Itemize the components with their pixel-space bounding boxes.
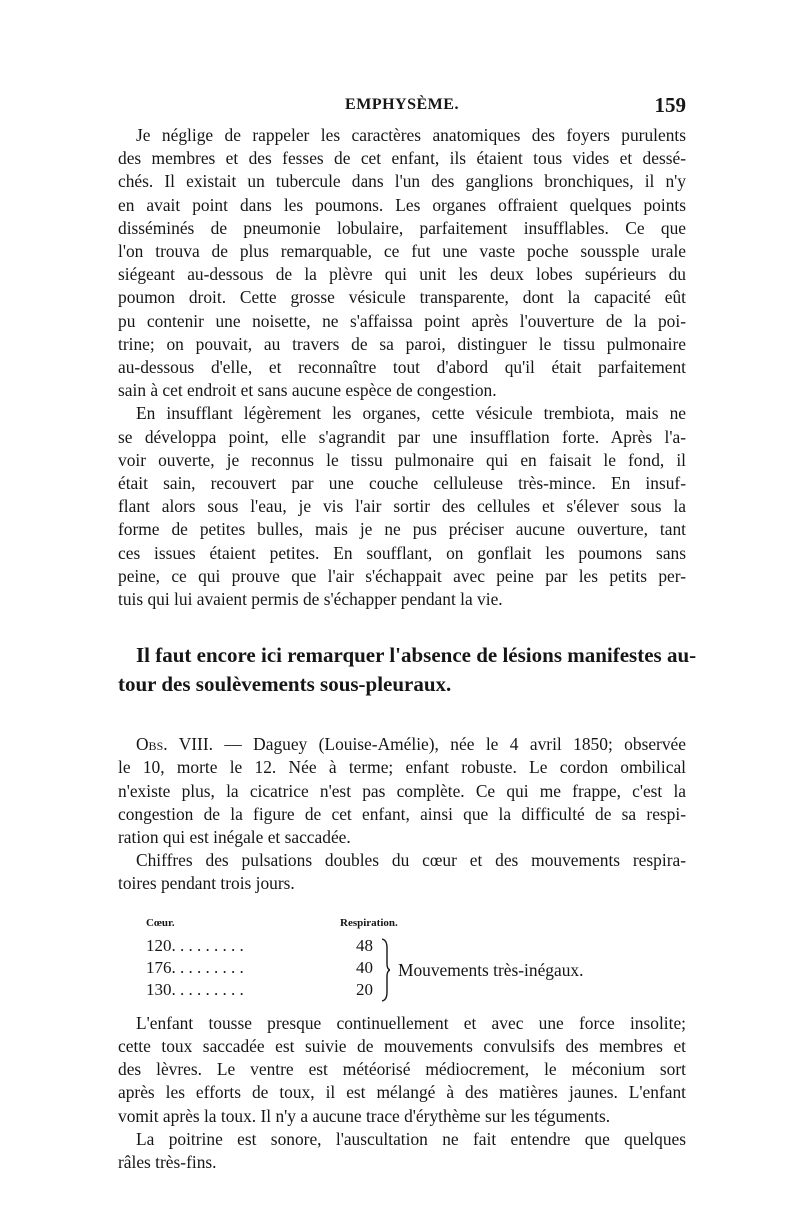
text-line: sain à cet endroit et sans aucune espèce de congestion. [118,380,497,401]
text-line: n'existe plus, la cicatrice n'est pas complète. Ce qui me frappe, c'est la [118,780,686,801]
brace-icon [380,938,390,1002]
heart-value: 120. . . . . . . . . [146,935,244,955]
respiration-value: 48 [356,935,373,955]
text-line: cette toux saccadée est suivie de mouvements convulsifs des membres et [118,1035,686,1056]
text-line: râles très-fins. [118,1151,217,1172]
text-line: se développa point, elle s'agrandit par une insufflation forte. Après l'a- [118,426,686,447]
respiration-value: 40 [356,957,373,977]
text-line: L'enfant tousse presque continuellement et avec une force insolite; [136,1012,686,1033]
observation-paragraph [118,733,686,849]
running-title: EMPHYSÈME. [345,96,459,113]
vitals-table [118,906,686,1002]
text-line: des lèvres. Le ventre est météorisé médiocrement, le méconium sort [118,1059,686,1080]
respiration-column-header: Respiration. [340,916,398,929]
paragraph-4 [118,1012,686,1128]
text-line: En insufflant légèrement les organes, cette vésicule trembiota, mais ne [136,403,686,424]
paragraph-5 [118,1128,686,1174]
text-line: était sain, recouvert par une couche celluleuse très-mince. En insuf- [118,473,686,494]
text-line: toires pendant trois jours. [118,873,295,894]
heart-value: 176. . . . . . . . . [146,957,244,977]
text-line: au-dessous d'elle, et reconnaître tout d'abord qu'il était parfaitement [118,357,686,378]
observation-label: Obs. [136,734,168,755]
text-line: siégeant au-dessous de la plèvre qui unit les deux lobes supérieurs du [118,264,686,285]
text-line: ces issues étaient petites. En soufflant, on gonflait les poumons sans [118,542,686,563]
text-line: tuis qui lui avaient permis de s'échapper pendant la vie. [118,589,503,610]
text-line: voir ouverte, je reconnus le tissu pulmonaire qui en faisait le fond, il [118,449,686,470]
heart-column-header: Cœur. [146,916,175,929]
text-line: disséminés de pneumonie lobulaire, parfaitement insufflables. Ce que [118,217,686,238]
text-line: des membres et des fesses de cet enfant, ils étaient tous vides et dessé- [118,148,686,169]
text-line: flant alors sous l'eau, je vis l'air sortir des cellules et s'élever sous la [118,496,686,517]
paragraph-2 [118,402,686,611]
text-line: La poitrine est sonore, l'auscultation ne fait entendre que quelques [136,1128,686,1149]
text-line: poumon droit. Cette grosse vésicule transparente, dont la capacité eût [118,287,686,308]
page-header [118,93,686,122]
text-line: trine; on pouvait, au travers de sa paroi, distinguer le tissu pulmonaire [118,333,686,354]
text-line: l'on trouva de plus remarquable, ce fut une vaste poche soussple urale [118,241,686,262]
remark-heading [118,641,697,699]
text-line: congestion de la figure de cet enfant, ainsi que la difficulté de sa respi- [118,803,686,824]
text-line: tour des soulèvements sous-pleuraux. [118,672,452,697]
text-line: chés. Il existait un tubercule dans l'un des ganglions bronchiques, il n'y [118,171,686,192]
text-line: après les efforts de toux, il est mélangé à des matières jaunes. L'enfant [118,1082,686,1103]
text-line: vomit après la toux. Il n'y a aucune trace d'érythème sur les téguments. [118,1105,611,1126]
table-note: Mouvements très-inégaux. [398,959,584,980]
text-line: en avait point dans les poumons. Les organes offraient quelques points [118,194,686,215]
text-line: Chiffres des pulsations doubles du cœur et des mouvements respira- [136,850,686,871]
text-line: Il faut encore ici remarquer l'absence de lésions manifestes au- [136,643,697,668]
observation-line: VIII. — Daguey (Louise-Amélie), née le 4 avril 1850; observée [178,734,686,755]
heart-value: 130. . . . . . . . . [146,979,244,999]
text-line: le 10, morte le 12. Née à terme; enfant robuste. Le cordon ombilical [118,757,686,778]
respiration-value: 20 [356,979,373,999]
text-line: pu contenir une noisette, ne s'affaissa point après l'ouverture de la poi- [118,310,686,331]
text-line: peine, ce qui prouve que l'air s'échappait avec peine par les petits per- [118,565,686,586]
paragraph-1 [118,124,686,402]
text-line: ration qui est inégale et saccadée. [118,827,351,848]
page-body [118,124,697,1174]
text-line [118,733,686,756]
paragraph-3 [118,849,686,895]
text-line: forme de petites bulles, mais je ne pus préciser aucune ouverture, tant [118,519,686,540]
text-line: Je néglige de rappeler les caractères anatomiques des foyers purulents [136,125,686,145]
page-number: 159 [654,93,686,117]
